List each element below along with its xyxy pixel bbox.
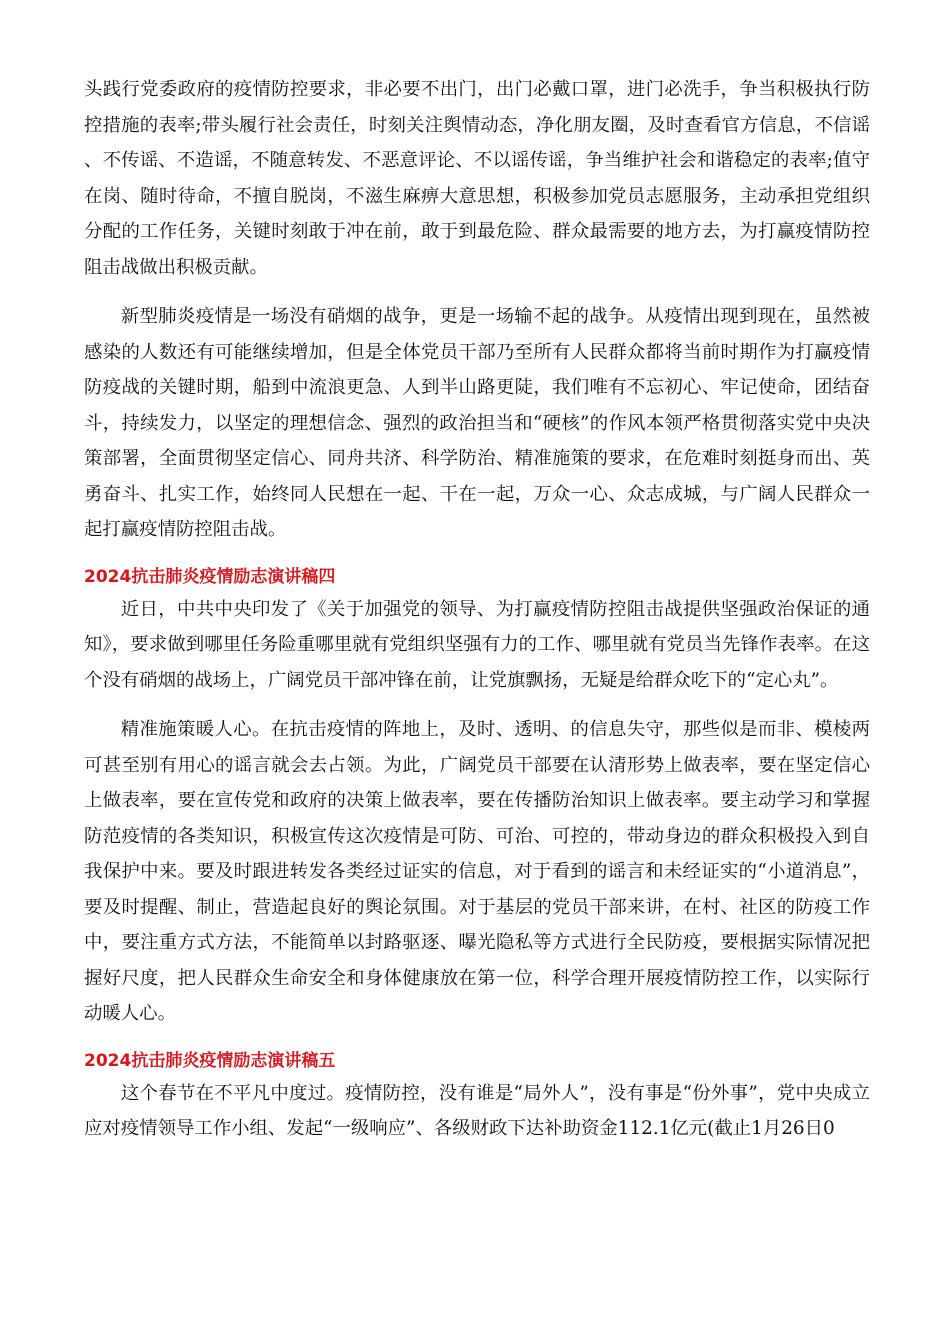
document-page	[84, 72, 870, 1147]
section-heading: 2024抗击肺炎疫情励志演讲稿五	[84, 1050, 336, 1071]
body-paragraph: 头践行党委政府的疫情防控要求，非必要不出门，出门必戴口罩，进门必洗手，争当积极执行防控措施的表率;带头履行社会责任，时刻关注舆情动态，净化朋友圈，及时查看官方信息，不信谣、不传谣、不造谣，不随意转发、不恶意评论、不以谣传谣，争当维护社会和谐稳定的表率;值守在岗、随时待命，不擅自脱岗，不滋生麻痹大意思想，积极参加党员志愿服务，主动承担党组织分配的工作任务，关键时刻敢于冲在前，敢于到最危险、群众最需要的地方去，为打赢疫情防控阻击战做出积极贡献。	[84, 79, 870, 278]
body-paragraph: 新型肺炎疫情是一场没有硝烟的战争，更是一场输不起的战争。从疫情出现到现在，虽然被感染的人数还有可能继续增加，但是全体党员干部乃至所有人民群众都将当前时期作为打赢疫情防疫战的关键时期，船到中流浪更急、人到半山路更陡，我们唯有不忘初心、牢记使命，团结奋斗，持续发力，以坚定的理想信念、强烈的政治担当和“硬核”的作风本领严格贯彻落实党中央决策部署，全面贯彻坚定信心、同舟共济、科学防治、精准施策的要求，在危难时刻挺身而出、英勇奋斗、扎实工作，始终同人民想在一起、干在一起，万众一心、众志成城，与广阔人民群众一起打赢疫情防控阻击战。	[84, 306, 870, 540]
section-heading: 2024抗击肺炎疫情励志演讲稿四	[84, 566, 336, 587]
body-paragraph: 这个春节在不平凡中度过。疫情防控，没有谁是“局外人”，没有事是“份外事”，党中央成立应对疫情领导工作小组、发起“一级响应”、各级财政下达补助资金112.1亿元(截止1月26日0	[84, 1082, 870, 1139]
body-paragraph: 近日，中共中央印发了《关于加强党的领导、为打赢疫情防控阻击战提供坚强政治保证的通知》，要求做到哪里任务险重哪里就有党组织坚强有力的工作、哪里就有党员当先锋作表率。在这个没有硝烟的战场上，广阔党员干部冲锋在前，让党旗飘扬，无疑是给群众吃下的“定心丸”。	[84, 598, 870, 691]
body-paragraph: 精准施策暖人心。在抗击疫情的阵地上，及时、透明、的信息失守，那些似是而非、模棱两可甚至别有用心的谣言就会去占领。为此，广阔党员干部要在认清形势上做表率，要在坚定信心上做表率，要在宣传党和政府的决策上做表率，要在传播防治知识上做表率。要主动学习和掌握防范疫情的各类知识，积极宣传这次疫情是可防、可治、可控的，带动身边的群众积极投入到自我保护中来。要及时跟进转发各类经过证实的信息，对于看到的谣言和未经证实的“小道消息”，要及时提醒、制止，营造起良好的舆论氛围。对于基层的党员干部来讲，在村、社区的防疫工作中，要注重方式方法，不能简单以封路驱逐、曝光隐私等方式进行全民防疫，要根据实际情况把握好尺度，把人民群众生命安全和身体健康放在第一位，科学合理开展疫情防控工作，以实际行动暖人心。	[84, 719, 870, 1024]
